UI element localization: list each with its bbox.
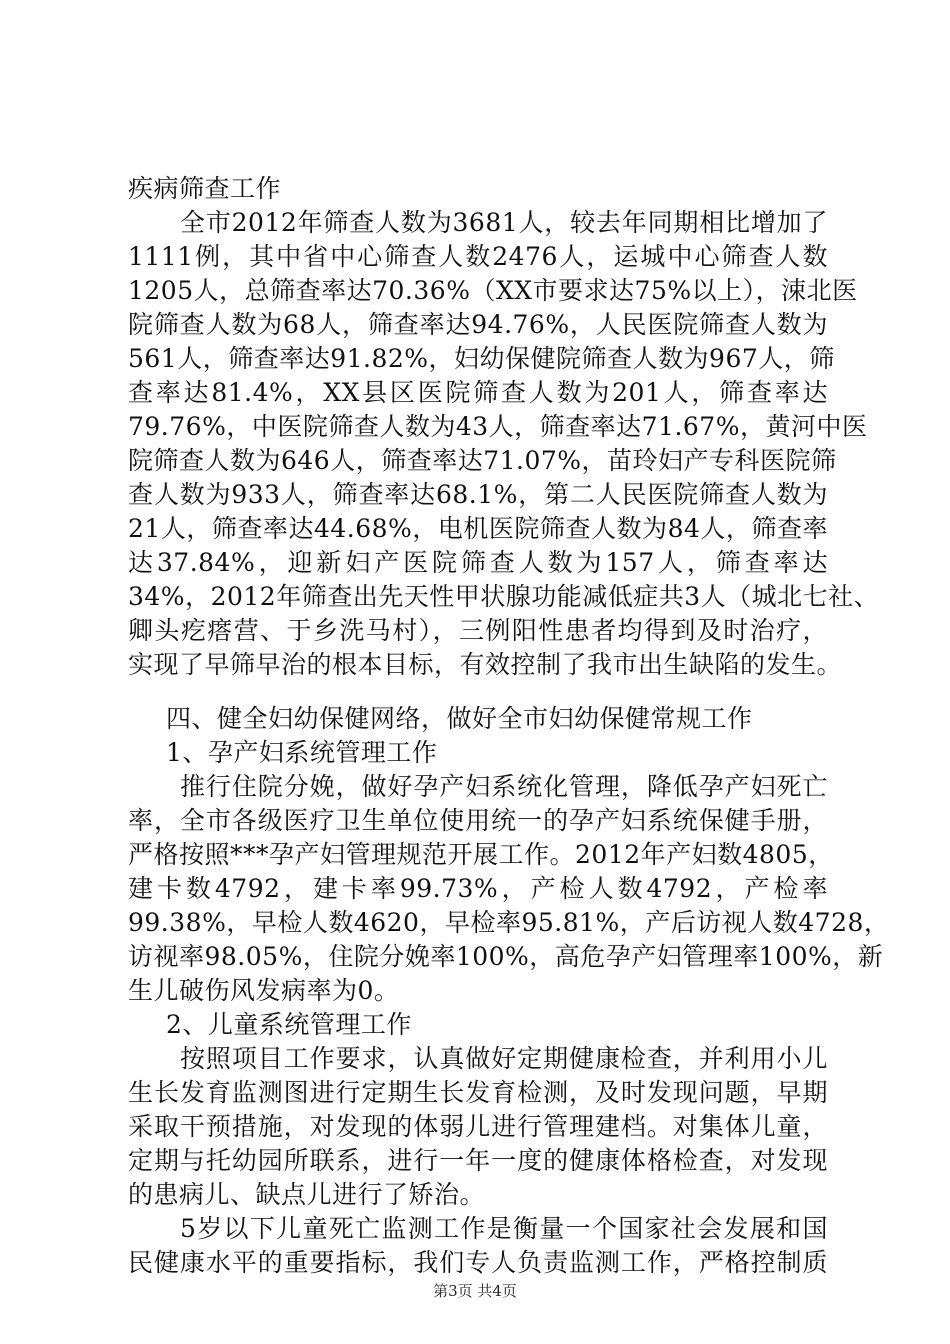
subheading-maternal: 1、孕产妇系统管理工作 bbox=[166, 738, 438, 767]
paragraph-line: 实现了早筛早治的根本目标，有效控制了我市出生缺陷的发生。 bbox=[128, 650, 843, 679]
paragraph-line: 查率达81.4%，XX县区医院筛查人数为201人，筛查率达 bbox=[128, 378, 828, 407]
paragraph-line: 民健康水平的重要指标，我们专人负责监测工作，严格控制质 bbox=[128, 1248, 828, 1277]
paragraph-line: 严格按照***孕产妇管理规范开展工作。2012年产妇数4805， bbox=[128, 840, 834, 869]
paragraph-line: 99.38%，早检人数4620，早检率95.81%，产后访视人数4728， bbox=[128, 908, 890, 937]
paragraph-line: 查人数为933人，筛查率达68.1%，第二人民医院筛查人数为 bbox=[128, 480, 828, 509]
paragraph-line: 院筛查人数为68人，筛查率达94.76%，人民医院筛查人数为 bbox=[128, 310, 828, 339]
paragraph-line: 院筛查人数为646人，筛查率达71.07%，苗玲妇产专科医院筛 bbox=[128, 446, 837, 475]
paragraph-line: 推行住院分娩，做好孕产妇系统化管理，降低孕产妇死亡 bbox=[180, 772, 828, 801]
page-footer: 第3页 共4页 bbox=[433, 1282, 517, 1300]
paragraph-line: 1111例，其中省中心筛查人数2476人，运城中心筛查人数 bbox=[128, 242, 828, 271]
paragraph-line: 生长发育监测图进行定期生长发育检测，及时发现问题，早期 bbox=[128, 1078, 828, 1107]
paragraph-line: 按照项目工作要求，认真做好定期健康检查，并利用小儿 bbox=[180, 1044, 828, 1073]
paragraph-line: 率，全市各级医疗卫生单位使用统一的孕产妇系统保健手册， bbox=[128, 806, 828, 835]
heading-section-4: 四、健全妇幼保健网络，做好全市妇幼保健常规工作 bbox=[166, 704, 753, 733]
paragraph-line: 访视率98.05%，住院分娩率100%，高危孕产妇管理率100%，新 bbox=[128, 942, 884, 971]
paragraph-line: 79.76%，中医院筛查人数为43人，筛查率达71.67%，黄河中医 bbox=[128, 412, 868, 441]
section-title: 疾病筛查工作 bbox=[128, 174, 282, 203]
subheading-children: 2、儿童系统管理工作 bbox=[166, 1010, 412, 1039]
paragraph-line: 生儿破伤风发病率为0。 bbox=[128, 976, 400, 1005]
paragraph-line: 建卡数4792，建卡率99.73%，产检人数4792，产检率 bbox=[128, 874, 828, 903]
paragraph-line: 1205人，总筛查率达70.36%（XX市要求达75%以上），涑北医 bbox=[128, 276, 858, 305]
paragraph-line: 21人，筛查率达44.68%，电机医院筛查人数为84人，筛查率 bbox=[128, 514, 828, 543]
paragraph-line: 定期与托幼园所联系，进行一年一度的健康体格检查，对发现 bbox=[128, 1146, 828, 1175]
paragraph-line: 5岁以下儿童死亡监测工作是衡量一个国家社会发展和国 bbox=[180, 1214, 828, 1243]
paragraph-line: 全市2012年筛查人数为3681人，较去年同期相比增加了 bbox=[180, 208, 828, 237]
paragraph-line: 达37.84%，迎新妇产医院筛查人数为157人，筛查率达 bbox=[128, 548, 828, 577]
paragraph-line: 561人，筛查率达91.82%，妇幼保健院筛查人数为967人，筛 bbox=[128, 344, 835, 373]
paragraph-line: 卿头疙瘩营、于乡洗马村），三例阳性患者均得到及时治疗， bbox=[128, 616, 828, 645]
paragraph-line: 的患病儿、缺点儿进行了矫治。 bbox=[128, 1180, 486, 1209]
paragraph-line: 34%，2012年筛查出先天性甲状腺功能减低症共3人（城北七社、 bbox=[128, 582, 880, 611]
paragraph-line: 采取干预措施，对发现的体弱儿进行管理建档。对集体儿童， bbox=[128, 1112, 828, 1141]
